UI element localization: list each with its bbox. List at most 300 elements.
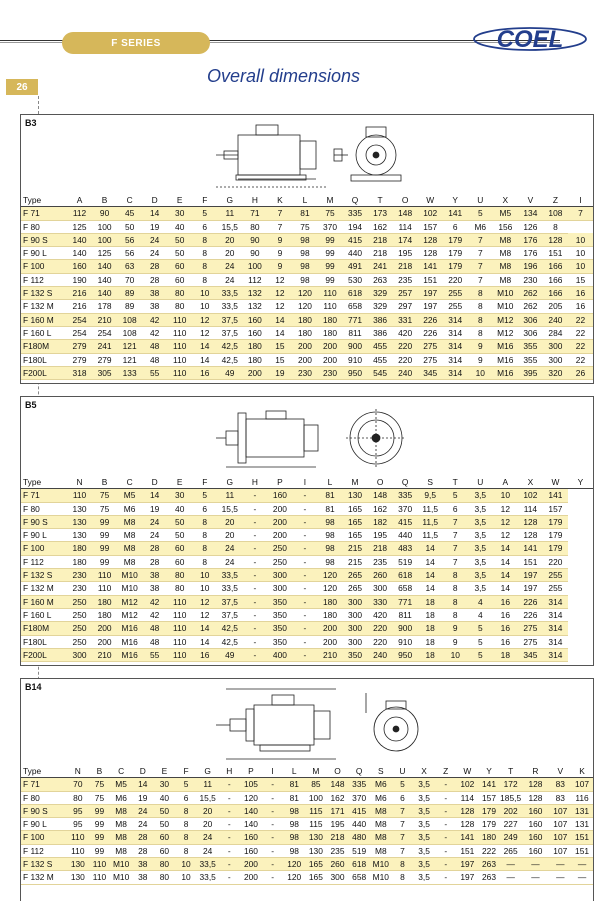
dimension-cell: 110 xyxy=(89,871,111,884)
dimension-cell: 148 xyxy=(368,489,393,502)
dimension-cell: 5 xyxy=(468,635,493,648)
table-row xyxy=(21,287,593,300)
dimension-cell: 11 xyxy=(217,489,242,502)
dimension-cell: 48 xyxy=(142,622,167,635)
dimension-cell: 24 xyxy=(142,529,167,542)
dimension-cell: M10 xyxy=(370,858,392,871)
column-header: X xyxy=(413,765,435,778)
dimension-cell: 30 xyxy=(167,207,192,220)
dimension-cell: 114 xyxy=(518,502,543,515)
dimension-cell: 22 xyxy=(568,353,593,366)
dimension-cell: 210 xyxy=(317,648,342,661)
dimension-cell: 48 xyxy=(142,635,167,648)
dimension-cell: 205 xyxy=(543,300,568,313)
dimension-cell: M8 xyxy=(117,542,142,555)
dimension-cell: M12 xyxy=(493,313,518,326)
dimension-cell: 7 xyxy=(443,555,468,568)
dimension-cell: 386 xyxy=(368,326,393,339)
dimension-cell: 140 xyxy=(240,818,262,831)
dimension-cell: 11,5 xyxy=(418,529,443,542)
column-header: Q xyxy=(393,476,418,489)
dimension-cell: 151 xyxy=(571,844,593,857)
motor-type-cell: F180M xyxy=(21,622,67,635)
dimension-cell: 107 xyxy=(549,831,571,844)
dimension-cell: 335 xyxy=(348,778,370,791)
dimension-cell: 33,5 xyxy=(197,871,219,884)
dimension-cell: 180 xyxy=(92,608,117,621)
dimension-cell: 80 xyxy=(167,287,192,300)
dimension-cell: 7 xyxy=(468,233,493,246)
dimension-cell: M8 xyxy=(110,844,132,857)
dimension-cell: 314 xyxy=(443,326,468,339)
dimension-cell: 10 xyxy=(175,871,197,884)
dimension-cell: 195 xyxy=(393,247,418,260)
dimension-cell: 7 xyxy=(568,207,593,220)
dimension-cell: 141 xyxy=(543,489,568,502)
b5-header-row xyxy=(21,476,593,489)
dimension-cell: - xyxy=(292,569,317,582)
dimension-cell: 130 xyxy=(67,858,89,871)
dimension-cell: 18 xyxy=(418,635,443,648)
dimension-cell: 19 xyxy=(142,502,167,515)
dimension-cell: 215 xyxy=(343,555,368,568)
dimension-cell: 98 xyxy=(292,247,317,260)
dimension-cell: M6 xyxy=(370,791,392,804)
column-header: D xyxy=(142,194,167,207)
dimension-cell: 22 xyxy=(568,340,593,353)
dimension-cell: 200 xyxy=(267,529,292,542)
dimension-cell: 200 xyxy=(317,340,342,353)
dimension-cell: 11,5 xyxy=(418,515,443,528)
dimension-cell: 16 xyxy=(192,648,217,661)
dimension-cell: 200 xyxy=(240,871,262,884)
dimension-cell: - xyxy=(242,542,267,555)
dimension-cell: - xyxy=(218,818,240,831)
dimension-cell: - xyxy=(218,858,240,871)
dimension-cell: 950 xyxy=(343,366,368,379)
dimension-cell: 265 xyxy=(343,569,368,582)
dimension-cell: 160 xyxy=(242,326,267,339)
dimension-cell: 197 xyxy=(418,300,443,313)
b3-table xyxy=(21,194,593,380)
dimension-cell: 8 xyxy=(468,313,493,326)
dimension-cell: 415 xyxy=(393,515,418,528)
dimension-cell: 420 xyxy=(368,608,393,621)
dimension-cell: 771 xyxy=(393,595,418,608)
dimension-cell: 20 xyxy=(217,515,242,528)
b3-drawing xyxy=(216,121,426,193)
dimension-cell: 42 xyxy=(142,595,167,608)
dimension-cell: 75 xyxy=(92,489,117,502)
dimension-cell: 4 xyxy=(468,595,493,608)
dimension-cell: 42 xyxy=(142,313,167,326)
dimension-cell: 300 xyxy=(343,608,368,621)
dimension-cell: 131 xyxy=(571,804,593,817)
dimension-cell: 110 xyxy=(317,300,342,313)
dimension-cell: 151 xyxy=(457,844,479,857)
dimension-cell: 5 xyxy=(192,489,217,502)
dimension-cell: 28 xyxy=(132,831,154,844)
dimension-cell: 157 xyxy=(543,502,568,515)
dimension-cell: 38 xyxy=(142,582,167,595)
dimension-cell: 24 xyxy=(142,515,167,528)
column-header: S xyxy=(370,765,392,778)
column-header: E xyxy=(167,194,192,207)
dimension-cell: 28 xyxy=(132,844,154,857)
dimension-cell: 200 xyxy=(242,366,267,379)
dimension-cell: 16 xyxy=(493,608,518,621)
dimension-cell: 42,5 xyxy=(217,353,242,366)
table-row xyxy=(21,778,593,791)
motor-type-cell: F 71 xyxy=(21,778,67,791)
dimension-cell: 132 xyxy=(242,287,267,300)
dimension-cell: 197 xyxy=(457,858,479,871)
dimension-cell: 33,5 xyxy=(217,300,242,313)
dimension-cell: 8 xyxy=(443,582,468,595)
dimension-cell: 230 xyxy=(67,569,92,582)
dimension-cell: 50 xyxy=(167,247,192,260)
dimension-cell: 141 xyxy=(457,831,479,844)
column-header: I xyxy=(262,765,284,778)
dimension-cell: 98 xyxy=(283,844,305,857)
dimension-cell: 81 xyxy=(283,791,305,804)
dimension-cell: 178 xyxy=(92,300,117,313)
dimension-cell: 3,5 xyxy=(413,791,435,804)
dimension-cell: 98 xyxy=(292,233,317,246)
dimension-cell: 28 xyxy=(142,555,167,568)
dimension-cell: 114 xyxy=(393,220,418,233)
dimension-cell: 8 xyxy=(443,608,468,621)
dimension-cell: 910 xyxy=(343,353,368,366)
dimension-cell: 110 xyxy=(167,622,192,635)
dimension-cell: 14 xyxy=(192,353,217,366)
dimension-cell: 5 xyxy=(392,778,414,791)
dimension-cell: - xyxy=(218,804,240,817)
motor-type-cell: F 132 S xyxy=(21,858,67,871)
column-header: U xyxy=(392,765,414,778)
column-header: U xyxy=(468,476,493,489)
dimension-cell: M16 xyxy=(117,622,142,635)
dimension-cell: 108 xyxy=(543,207,568,220)
column-header: M xyxy=(343,476,368,489)
dimension-cell: 50 xyxy=(154,818,176,831)
b14-panel xyxy=(20,678,594,901)
dimension-cell: M5 xyxy=(493,207,518,220)
dimension-cell: 80 xyxy=(242,220,267,233)
dimension-cell: - xyxy=(435,858,457,871)
column-header: U xyxy=(468,194,493,207)
dimension-cell: 110 xyxy=(67,844,89,857)
dimension-cell: 179 xyxy=(443,260,468,273)
dimension-cell: 10 xyxy=(568,233,593,246)
dimension-cell: 250 xyxy=(267,555,292,568)
dimension-cell: 8 xyxy=(392,871,414,884)
page-number: 26 xyxy=(6,79,38,95)
motor-type-cell: F 80 xyxy=(21,220,67,233)
dimension-cell: 130 xyxy=(67,515,92,528)
dimension-cell: 99 xyxy=(317,247,342,260)
dimension-cell: M10 xyxy=(493,300,518,313)
dimension-cell: 12 xyxy=(493,529,518,542)
dimension-cell: 98 xyxy=(317,529,342,542)
dimension-cell: 350 xyxy=(267,635,292,648)
dimension-cell: 110 xyxy=(67,831,89,844)
dimension-cell: 140 xyxy=(67,233,92,246)
dimension-cell: 99 xyxy=(317,273,342,286)
dimension-cell: 314 xyxy=(443,313,468,326)
dimension-cell: 75 xyxy=(89,778,111,791)
dimension-cell: 160 xyxy=(521,818,549,831)
dimension-cell: M8 xyxy=(117,555,142,568)
table-row xyxy=(21,220,593,233)
dimension-cell: 305 xyxy=(92,366,117,379)
table-row xyxy=(21,791,593,804)
dimension-cell: 22 xyxy=(568,326,593,339)
dimension-cell: M8 xyxy=(493,273,518,286)
dimension-cell: 56 xyxy=(117,247,142,260)
dimension-cell: 202 xyxy=(500,804,522,817)
column-header: E xyxy=(167,476,192,489)
dimension-cell: 18 xyxy=(418,622,443,635)
dimension-cell: 56 xyxy=(117,233,142,246)
column-header: S xyxy=(418,476,443,489)
dimension-cell: 171 xyxy=(327,804,349,817)
dimension-cell: 40 xyxy=(154,791,176,804)
dimension-cell: 180 xyxy=(317,326,342,339)
dimension-cell: 151 xyxy=(518,555,543,568)
dimension-cell: 9,5 xyxy=(418,489,443,502)
dimension-cell: - xyxy=(218,791,240,804)
dimension-cell: 90 xyxy=(242,233,267,246)
dimension-cell: 306 xyxy=(518,326,543,339)
motor-type-cell: F 112 xyxy=(21,844,67,857)
dimension-cell: 7 xyxy=(392,804,414,817)
column-header: Y xyxy=(443,194,468,207)
dimension-cell: 8 xyxy=(175,831,197,844)
dimension-cell: 166 xyxy=(543,260,568,273)
dimension-cell: 114 xyxy=(457,791,479,804)
column-header: T xyxy=(443,476,468,489)
column-header: Z xyxy=(543,194,568,207)
dimension-cell: 8 xyxy=(392,858,414,871)
dimension-cell: 107 xyxy=(549,818,571,831)
dimension-cell: 18 xyxy=(418,608,443,621)
dimension-cell: 275 xyxy=(418,340,443,353)
dimension-cell: 284 xyxy=(543,326,568,339)
column-header: F xyxy=(175,765,197,778)
dimension-cell: - xyxy=(242,582,267,595)
dimension-cell: 235 xyxy=(327,844,349,857)
column-header: Type xyxy=(21,476,67,489)
dimension-cell: - xyxy=(262,858,284,871)
dimension-cell: 180 xyxy=(478,831,500,844)
dimension-cell: 197 xyxy=(418,287,443,300)
dimension-cell: 71 xyxy=(242,207,267,220)
dimension-cell: 75 xyxy=(89,791,111,804)
column-header: W xyxy=(418,194,443,207)
dimension-cell: 165 xyxy=(343,502,368,515)
dimension-cell: 3,5 xyxy=(413,858,435,871)
dimension-cell: 370 xyxy=(317,220,342,233)
dimension-cell: 12 xyxy=(192,313,217,326)
dimension-cell: 128 xyxy=(521,778,549,791)
dimension-cell: 19 xyxy=(267,366,292,379)
dimension-cell: 98 xyxy=(317,542,342,555)
dimension-cell: 6 xyxy=(443,220,468,233)
table-row xyxy=(21,353,593,366)
dimension-cell: 275 xyxy=(518,635,543,648)
dimension-cell: - xyxy=(242,622,267,635)
dimension-cell: - xyxy=(242,489,267,502)
dimension-cell: - xyxy=(435,804,457,817)
dimension-cell: — xyxy=(500,871,522,884)
dimension-cell: 220 xyxy=(368,635,393,648)
dimension-cell: 160 xyxy=(521,844,549,857)
motor-type-cell: F 132 S xyxy=(21,287,67,300)
dimension-cell: 9 xyxy=(443,635,468,648)
dimension-cell: 128 xyxy=(457,804,479,817)
dimension-cell: 128 xyxy=(543,233,568,246)
dimension-cell: 5 xyxy=(468,648,493,661)
dimension-cell: 658 xyxy=(343,300,368,313)
dimension-cell: 771 xyxy=(343,313,368,326)
dimension-cell: 8 xyxy=(192,529,217,542)
dimension-cell: - xyxy=(242,635,267,648)
dimension-cell: 60 xyxy=(167,273,192,286)
dimension-cell: 110 xyxy=(167,353,192,366)
dimension-cell: 7 xyxy=(392,831,414,844)
dimension-cell: M10 xyxy=(110,858,132,871)
dimension-cell: - xyxy=(262,778,284,791)
table-row xyxy=(21,366,593,379)
motor-type-cell: F200L xyxy=(21,648,67,661)
dimension-cell: 20 xyxy=(217,529,242,542)
table-row xyxy=(21,326,593,339)
dimension-cell: 180 xyxy=(92,595,117,608)
dimension-cell: 120 xyxy=(283,858,305,871)
dimension-cell: 249 xyxy=(500,831,522,844)
dimension-cell: 415 xyxy=(348,804,370,817)
dimension-cell: 126 xyxy=(518,220,543,233)
dimension-cell: 9 xyxy=(468,353,493,366)
dimension-cell: 240 xyxy=(543,313,568,326)
dimension-cell: 900 xyxy=(393,622,418,635)
dimension-cell: M8 xyxy=(117,515,142,528)
dimension-cell: 120 xyxy=(317,582,342,595)
dimension-cell: 180 xyxy=(67,542,92,555)
dimension-cell: 128 xyxy=(518,529,543,542)
dimension-cell: 28 xyxy=(142,260,167,273)
dimension-cell: 110 xyxy=(167,340,192,353)
dimension-cell: M8 xyxy=(493,247,518,260)
table-row xyxy=(21,260,593,273)
dimension-cell: 215 xyxy=(343,542,368,555)
column-header: T xyxy=(368,194,393,207)
dimension-cell: 110 xyxy=(167,608,192,621)
table-row xyxy=(21,858,593,871)
dimension-cell: 99 xyxy=(92,515,117,528)
dimension-cell: 20 xyxy=(217,247,242,260)
dimension-cell: 130 xyxy=(305,831,327,844)
dimension-cell: 81 xyxy=(292,207,317,220)
dimension-cell: 6 xyxy=(192,220,217,233)
dimension-cell: 180 xyxy=(317,595,342,608)
dimension-cell: 3,5 xyxy=(413,871,435,884)
dimension-cell: 179 xyxy=(543,529,568,542)
motor-type-cell: F 100 xyxy=(21,542,67,555)
dimension-cell: 90 xyxy=(242,247,267,260)
dimension-cell: 99 xyxy=(92,555,117,568)
dimension-cell: 618 xyxy=(393,569,418,582)
dimension-cell: 179 xyxy=(443,247,468,260)
dimension-cell: 81 xyxy=(317,489,342,502)
column-header: H xyxy=(242,194,267,207)
dimension-cell: 162 xyxy=(327,791,349,804)
dimension-cell: - xyxy=(262,871,284,884)
dimension-cell: 110 xyxy=(167,326,192,339)
dimension-cell: 42,5 xyxy=(217,635,242,648)
dimension-cell: 218 xyxy=(368,542,393,555)
dimension-cell: 194 xyxy=(343,220,368,233)
table-row xyxy=(21,818,593,831)
dimension-cell: 55 xyxy=(142,366,167,379)
motor-type-cell: F 132 M xyxy=(21,871,67,884)
dimension-cell: 16 xyxy=(568,287,593,300)
column-header: Y xyxy=(478,765,500,778)
b5-drawing xyxy=(216,401,426,475)
motor-type-cell: F 160 M xyxy=(21,313,67,326)
dimension-cell: 115 xyxy=(305,804,327,817)
dimension-cell: 24 xyxy=(217,273,242,286)
dimension-cell: 220 xyxy=(393,340,418,353)
dimension-cell: 483 xyxy=(393,542,418,555)
dimension-cell: 141 xyxy=(418,260,443,273)
dimension-cell: 10 xyxy=(568,247,593,260)
dimension-cell: 230 xyxy=(67,582,92,595)
dimension-cell: 99 xyxy=(92,542,117,555)
table-row xyxy=(21,608,593,621)
b3-label: B3 xyxy=(25,118,37,128)
dimension-cell: 172 xyxy=(500,778,522,791)
dimension-cell: 10 xyxy=(468,366,493,379)
dimension-cell: 8 xyxy=(192,515,217,528)
dimension-cell: 157 xyxy=(478,791,500,804)
dimension-cell: 42,5 xyxy=(217,340,242,353)
dimension-cell: 240 xyxy=(368,648,393,661)
dimension-cell: 314 xyxy=(543,595,568,608)
dimension-cell: 240 xyxy=(393,366,418,379)
column-header: Type xyxy=(21,765,67,778)
column-header: D xyxy=(132,765,154,778)
dimension-cell: 3,5 xyxy=(468,502,493,515)
dimension-cell: 50 xyxy=(167,233,192,246)
table-row xyxy=(21,622,593,635)
dimension-cell: 345 xyxy=(518,648,543,661)
dimension-cell: 42 xyxy=(142,608,167,621)
dimension-cell: 275 xyxy=(418,353,443,366)
table-row xyxy=(21,582,593,595)
dimension-cell: 33,5 xyxy=(217,569,242,582)
table-row xyxy=(21,300,593,313)
dimension-cell: 99 xyxy=(92,529,117,542)
dimension-cell: M16 xyxy=(117,635,142,648)
dimension-cell: - xyxy=(218,831,240,844)
dimension-cell: 120 xyxy=(292,287,317,300)
dimension-cell: 98 xyxy=(292,260,317,273)
dimension-cell: M16 xyxy=(493,340,518,353)
dimension-cell: 910 xyxy=(393,635,418,648)
dimension-cell: 331 xyxy=(393,313,418,326)
